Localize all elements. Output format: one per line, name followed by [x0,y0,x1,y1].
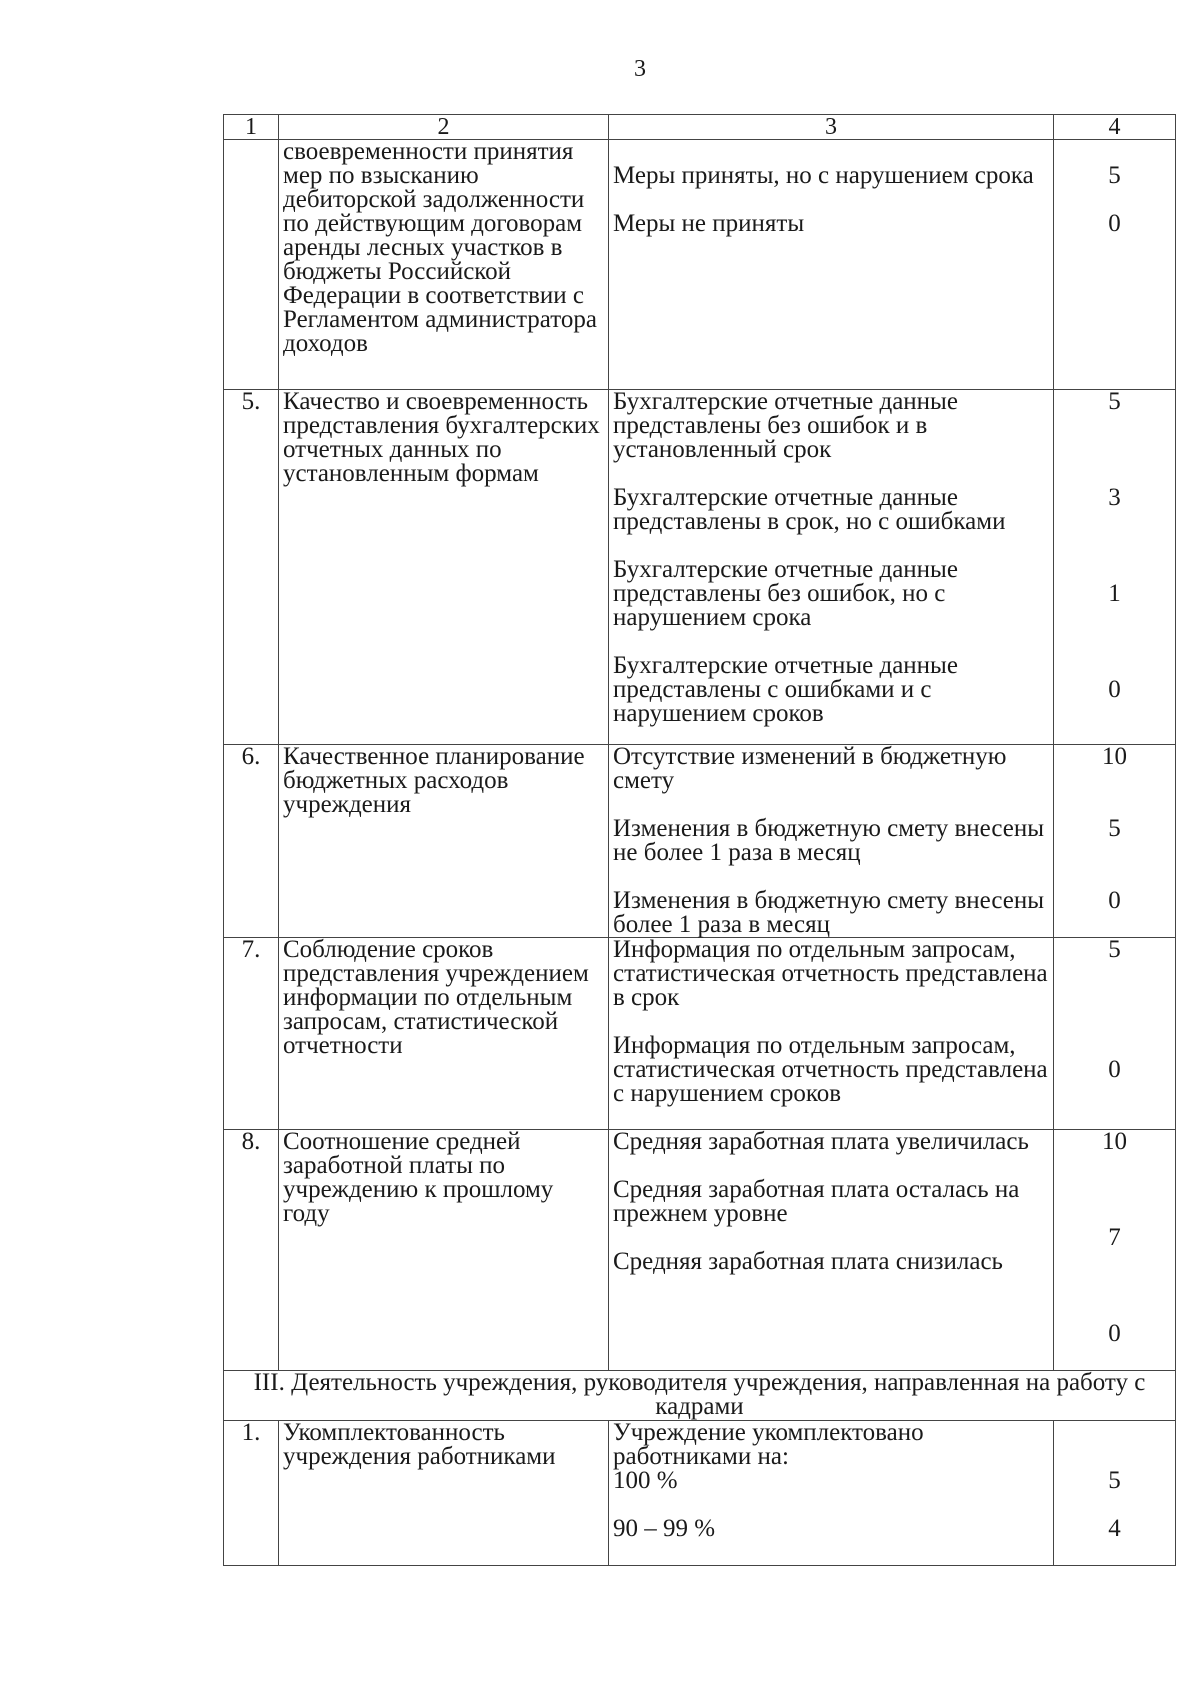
option-text: Изменения в бюджетную смету внесены более 1 раза в месяц [613,887,1045,938]
option-intro: Учреждение укомплектовано работниками на: [613,1419,924,1470]
table-row [224,1421,1176,1566]
option-points: 4 [1108,1515,1121,1542]
option-points: 3 [1108,484,1121,511]
option-points: 5 [1108,162,1121,189]
option-text: Информация по отдельным запросам, статистическая отчетность представлена с нарушением сроков [613,1032,1048,1107]
row-number: 1. [224,1421,279,1566]
row-number: 8. [224,1130,279,1371]
header-col-2: 2 [279,115,609,140]
option-points: 5 [1108,388,1121,415]
option-text: Информация по отдельным запросам, статистическая отчетность представлена в срок [613,936,1048,1011]
criterion-text: Соблюдение сроков представления учреждением информации по отдельным запросам, статистической отчетности [279,938,609,1130]
option-text: Бухгалтерские отчетные данные представлены с ошибками и с нарушением сроков [613,652,958,727]
points-cell [1054,745,1176,938]
option-points: 5 [1108,936,1121,963]
points-cell [1054,938,1176,1130]
options-cell [609,1130,1054,1371]
criterion-text: Укомплектованность учреждения работниками [279,1421,609,1566]
table-header-row [224,115,1176,140]
option-points: 0 [1108,1056,1121,1083]
option-text: Средняя заработная плата осталась на прежнем уровне [613,1176,1020,1227]
table-row [224,1130,1176,1371]
options-cell [609,938,1054,1130]
row-number [224,140,279,390]
points-cell [1054,1130,1176,1371]
option-text: Бухгалтерские отчетные данные представлены без ошибок, но с нарушением срока [613,556,958,631]
option-points: 0 [1108,676,1121,703]
criterion-text: Соотношение средней заработной платы по учреждению к прошлому году [279,1130,609,1371]
option-points: 10 [1102,1128,1127,1155]
option-points: 1 [1108,580,1121,607]
section-title: III. Деятельность учреждения, руководителя учреждения, направленная на работу с кадрами [224,1371,1176,1421]
criteria-table [223,114,1176,1566]
row-number: 6. [224,745,279,938]
points-cell [1054,390,1176,745]
table-row [224,745,1176,938]
option-points: 10 [1102,743,1127,770]
row-number: 7. [224,938,279,1130]
option-text: 100 % [613,1467,678,1494]
table-row [224,140,1176,390]
criterion-text: своевременности принятия мер по взысканию дебиторской задолженности по действующим договорам аренды лесных участков в бюджеты Российской Федерации в соответствии с Регламентом администратора доходов [279,140,609,390]
option-points: 0 [1108,210,1121,237]
options-cell [609,745,1054,938]
option-text: Меры не приняты [613,210,805,237]
points-cell [1054,1421,1176,1566]
option-text: Бухгалтерские отчетные данные представлены без ошибок и в установленный срок [613,388,958,463]
table-row [224,938,1176,1130]
option-points: 7 [1108,1224,1121,1251]
page-number: 3 [634,56,646,82]
options-cell [609,140,1054,390]
section-row [224,1371,1176,1421]
row-number: 5. [224,390,279,745]
option-points: 0 [1108,1320,1121,1347]
criterion-text: Качество и своевременность представления бухгалтерских отчетных данных по установленным формам [279,390,609,745]
option-points: 0 [1108,887,1121,914]
option-text: 90 – 99 % [613,1515,716,1542]
option-text: Отсутствие изменений в бюджетную смету [613,743,1007,794]
criterion-text: Качественное планирование бюджетных расходов учреждения [279,745,609,938]
table-row [224,390,1176,745]
points-cell [1054,140,1176,390]
header-col-1: 1 [224,115,279,140]
option-text: Средняя заработная плата снизилась [613,1248,1003,1275]
header-col-4: 4 [1054,115,1176,140]
options-cell [609,1421,1054,1566]
option-text: Средняя заработная плата увеличилась [613,1128,1029,1155]
option-points: 5 [1108,1467,1121,1494]
option-text: Изменения в бюджетную смету внесены не более 1 раза в месяц [613,815,1045,866]
option-text: Бухгалтерские отчетные данные представлены в срок, но с ошибками [613,484,1006,535]
option-text: Меры приняты, но с нарушением срока [613,162,1034,189]
options-cell [609,390,1054,745]
option-points: 5 [1108,815,1121,842]
header-col-3: 3 [609,115,1054,140]
